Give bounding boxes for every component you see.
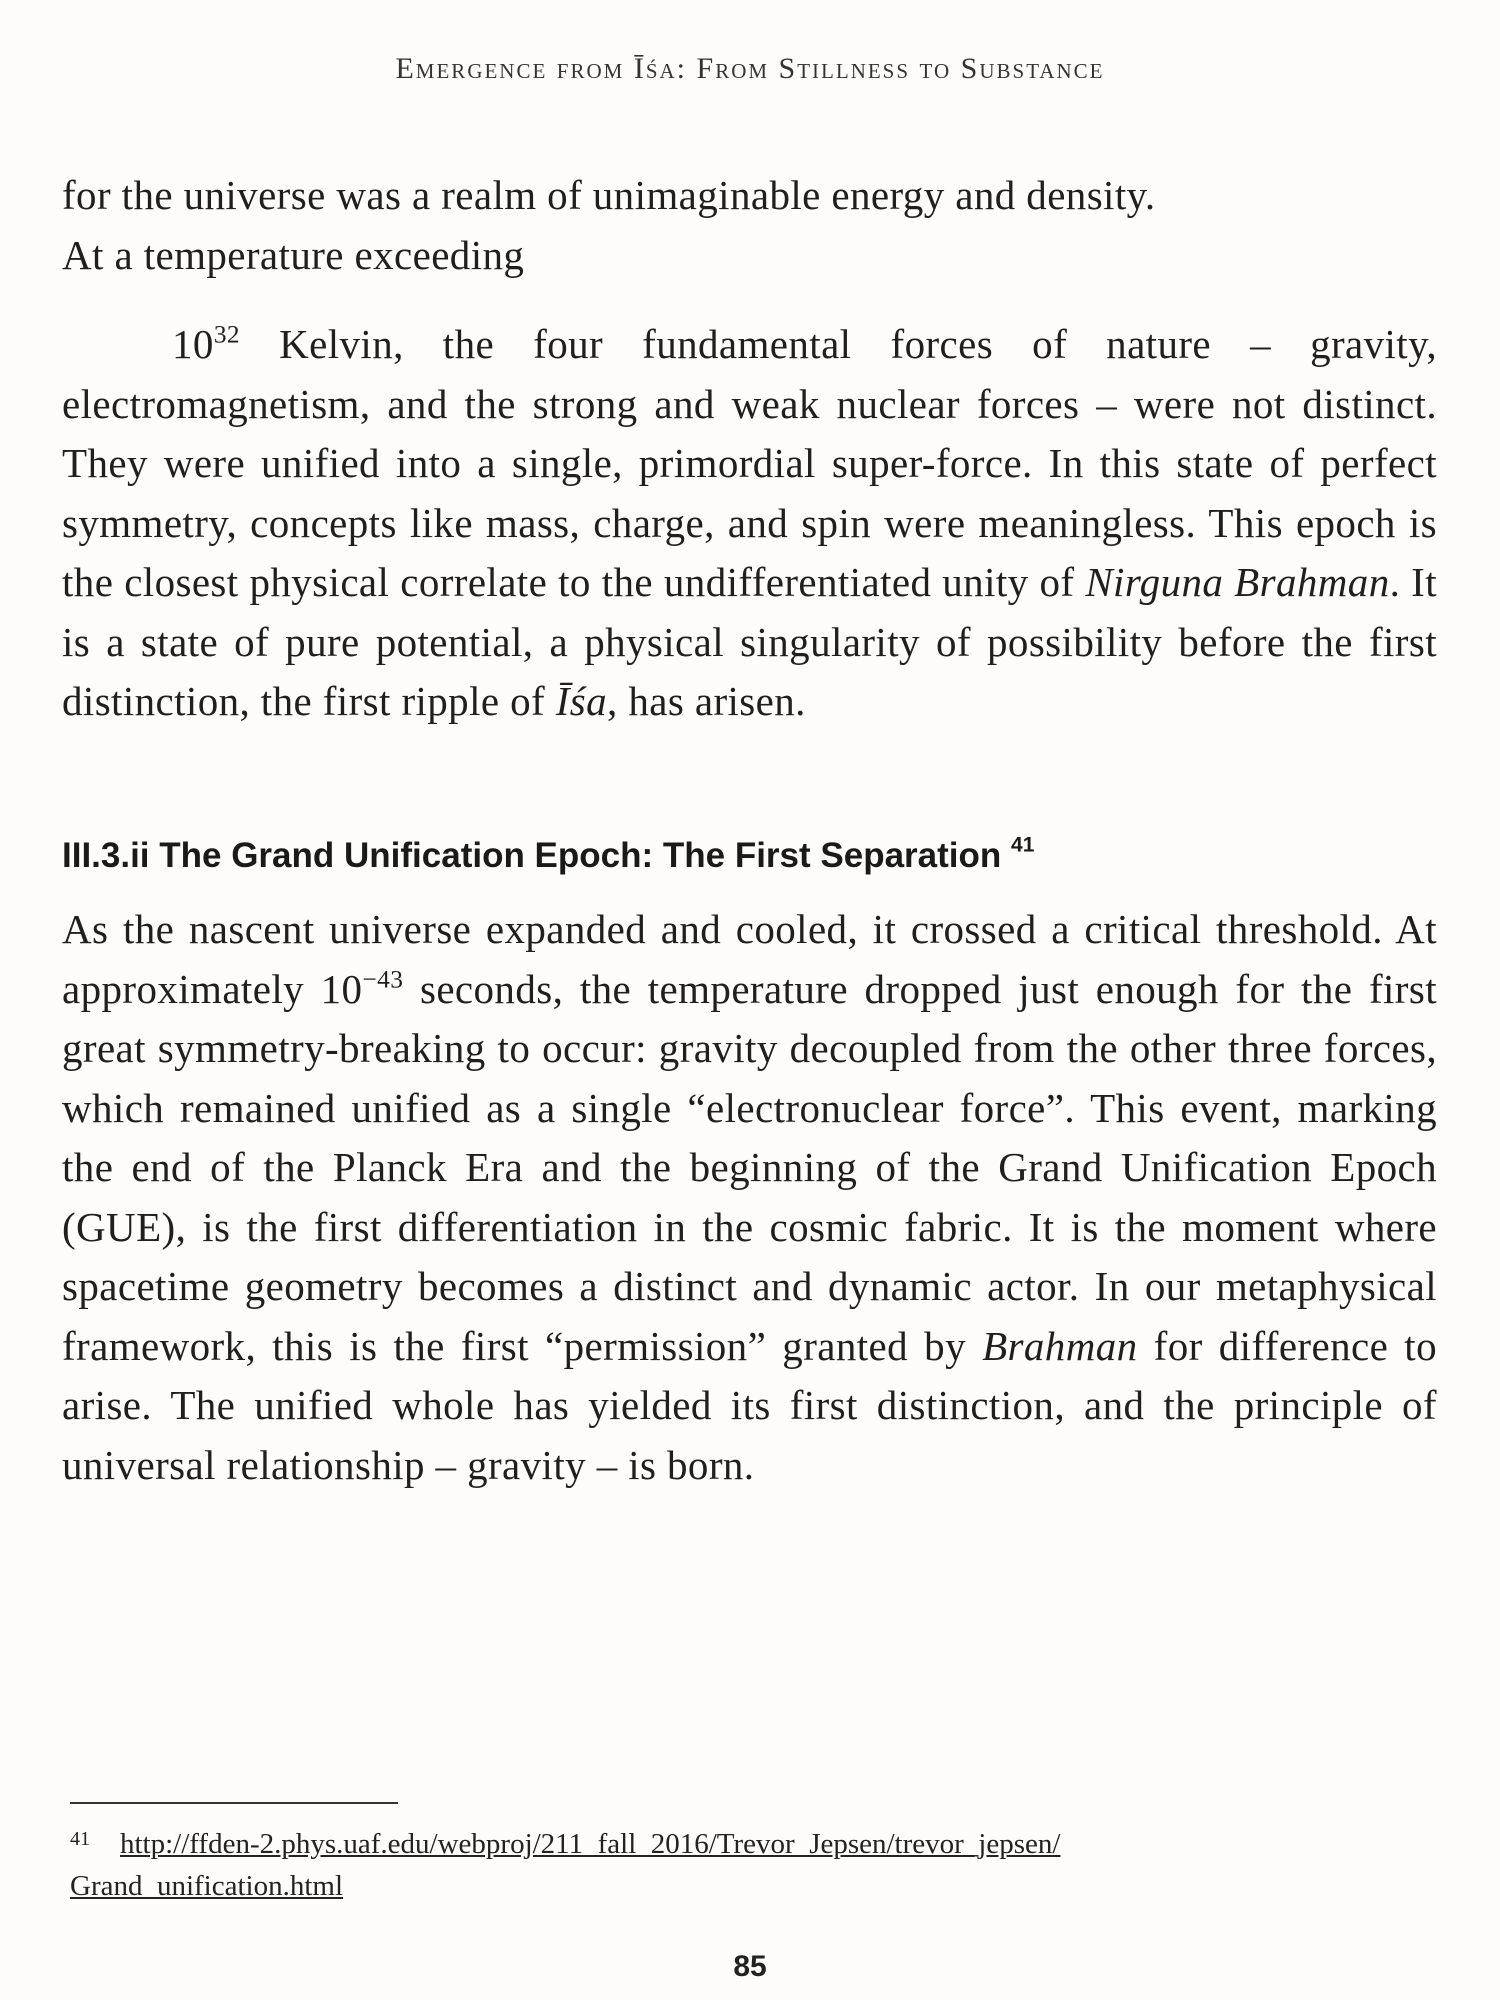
footnote-divider — [70, 1802, 398, 1804]
footnote-number: 41 — [70, 1828, 90, 1850]
emphasis-isa: Īśa — [555, 678, 608, 724]
running-head: Emergence from Īśa: From Stillness to Substance — [395, 52, 1105, 85]
page-number: 85 — [733, 1950, 767, 1983]
emphasis-brahman: Brahman — [982, 1322, 1138, 1369]
paragraph-3-text-c: for difference to arise. The unified whole has yielded its first distinction, and the principle of universal relationship – gravity – is born. — [62, 1322, 1437, 1488]
footnote-reference-41[interactable]: 41 — [1011, 833, 1035, 857]
paragraph-1 — [62, 166, 1437, 285]
emphasis-nirguna-brahman: Nirguna Brahman — [1085, 559, 1390, 605]
section-title: III.3.ii The Grand Unification Epoch: The First Separation — [62, 836, 1002, 875]
paragraph-2-text-c: , has arisen. — [607, 678, 806, 724]
paragraph-2-text-b: . It is a state of pure potential, a physical singularity of possibility before the first distinction, the first ripple of — [62, 559, 1438, 724]
paragraph-2-text-a: Kelvin, the four fundamental forces of nature – gravity, electromagnetism, and the strong and weak nuclear forces – were not distinct. They were unified into a single, primordial super-force. In this state of perfect symmetry, concepts like mass, charge, and spin were meaningless. This epoch is the closest physical correlate to the undifferentiated unity of — [62, 321, 1437, 605]
paragraph-3-text-b: seconds, the temperature dropped just enough for the first great symmetry-breaking to occur: gravity decoupled from the other three forces, which remained unified as a single “electronuclear force”. This event, marking the end of the Planck Era and the beginning of the Grand Unification Epoch (GUE), is the first differentiation in the cosmic fabric. It is the moment where spacetime geometry becomes a distinct and dynamic actor. In our metaphysical framework, this is the first “permission” granted by — [62, 965, 1437, 1369]
time-base: 10 — [320, 965, 363, 1012]
temperature-exponent: 32 — [213, 320, 241, 349]
time-exponent: −43 — [362, 964, 404, 993]
footnote-link-line-1[interactable]: http://ffden-2.phys.uaf.edu/webproj/211_fall_2016/Trevor_Jepsen/trevor_jepsen/ — [120, 1828, 1061, 1860]
paragraph-3 — [62, 900, 1437, 1495]
paragraph-1-line-1: for the universe was a realm of unimaginable energy and density. — [62, 172, 1156, 218]
paragraph-3-text-a: As the nascent universe expanded and cooled, it crossed a critical threshold. At approximately — [62, 906, 1437, 1012]
paragraph-2 — [62, 315, 1437, 732]
temperature-base: 10 — [172, 321, 214, 367]
section-heading — [62, 834, 1437, 878]
footnote-41 — [70, 1818, 1450, 1907]
footnote-link-line-2[interactable]: Grand_unification.html — [70, 1870, 344, 1902]
paragraph-1-line-2: At a temperature exceeding — [62, 231, 525, 278]
